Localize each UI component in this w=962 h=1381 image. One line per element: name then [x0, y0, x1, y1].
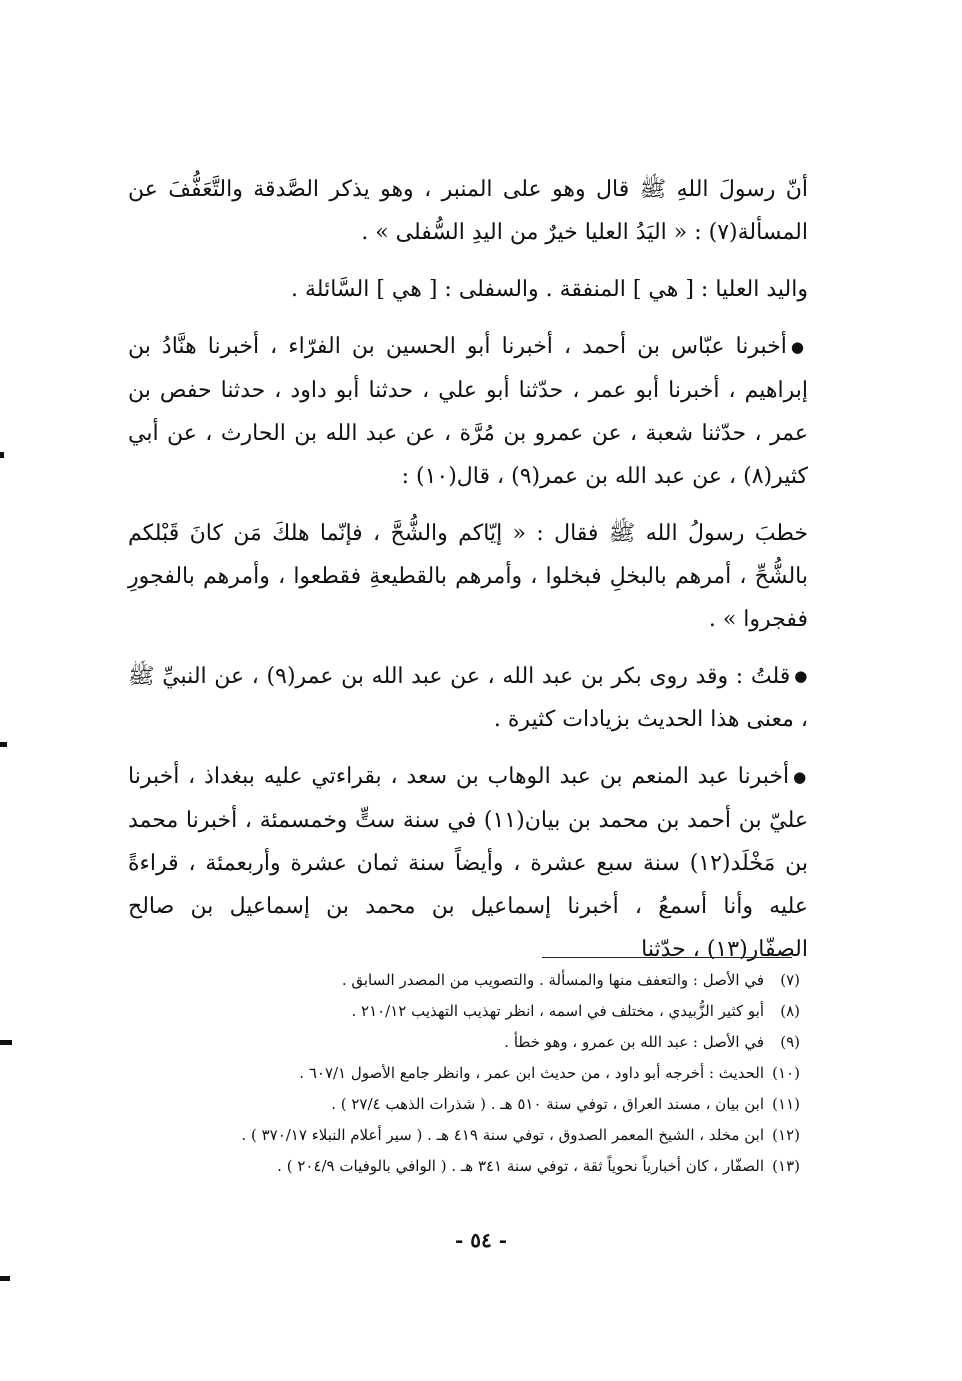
paragraph: خطبَ رسولُ الله ﷺ فقال : « إيّاكم والشُّحَّ ، فإنّما هلكَ مَن كانَ قَبْلكم بالشُّحِّ ، أمرهم بالبخلِ فبخلوا ، وأمرهم بالقطيعةِ فقطعوا ، وأمرهم بالفجورِ ففجروا » .	[128, 520, 808, 632]
paragraph: ● قلتُ : وقد روى بكر بن عبد الله ، عن عبد الله بن عمر(٩) ، عن النبيِّ ﷺ ، معنى هذا الحديث بزيادات كثيرة .	[128, 655, 808, 742]
page-number: - ٥٤ -	[454, 1228, 507, 1252]
paragraph: واليد العليا : [ هي ] المنفقة . والسفلى : [ هي ] السَّائلة .	[291, 277, 808, 302]
footnote	[128, 1089, 800, 1120]
footnote-number: (١٠)	[772, 1064, 800, 1082]
footnote	[128, 996, 800, 1027]
footnote	[128, 1120, 800, 1151]
paragraph: ● أخبرنا عبّاس بن أحمد ، أخبرنا أبو الحسين بن الفرّاء ، أخبرنا هنَّادُ بن إبراهيم ، أخبرنا أبو عمر ، حدّثنا أبو علي ، حدثنا أبو داود ، حدثنا حفص بن عمر ، حدّثنا شعبة ، عن عمرو بن مُرَّة ، عن عبد الله بن الحارث ، عن أبي كثير(٨) ، عن عبد الله بن عمر(٩) ، قال(١٠) :	[128, 325, 808, 498]
footnote-text: ابن مخلد ، الشيخ المعمر الصدوق ، توفي سنة ٤١٩ هـ . ( سير أعلام النبلاء ٣٧٠/١٧ ) .	[241, 1126, 764, 1144]
footnote	[128, 965, 800, 996]
footnote-number: (١٢)	[772, 1126, 800, 1144]
footnote-number: (١٣)	[772, 1157, 800, 1175]
footnote	[128, 1151, 800, 1182]
footnote-number: (٩)	[780, 1033, 800, 1051]
footnote-number: (١١)	[772, 1095, 800, 1113]
main-text	[128, 168, 808, 985]
footnote-divider	[542, 957, 792, 958]
footnote-number: (٧)	[780, 971, 800, 989]
footnote-text: في الأصل : والتعفف منها والمسألة . والتصويب من المصدر السابق .	[341, 971, 764, 989]
scan-edge-mark	[0, 1276, 10, 1281]
footnote-text: أبو كثير الزُّبيدي ، مختلف في اسمه ، انظر تهذيب التهذيب ٢١٠/١٢ .	[351, 1002, 764, 1020]
footnote-text: الحديث : أخرجه أبو داود ، من حديث ابن عمر ، وانظر جامع الأصول ٦٠٧/١ .	[299, 1064, 764, 1082]
scan-edge-mark	[0, 452, 4, 458]
footnote-text: الصفّار ، كان أخبارياً نحوياً ثقة ، توفي سنة ٣٤١ هـ . ( الوافي بالوفيات ٢٠٤/٩ ) .	[277, 1157, 764, 1175]
paragraph: أنّ رسولَ اللهِ ﷺ قال وهو على المنبر ، وهو يذكر الصَّدقة والتَّعَفُّفَ عن المسألة(٧) : « اليَدُ العليا خيرٌ من اليدِ السُّفلى » .	[128, 177, 808, 245]
scan-edge-mark	[0, 742, 7, 747]
footnote	[128, 1027, 800, 1058]
paragraph: ● أخبرنا عبد المنعم بن عبد الوهاب بن سعد ، بقراءتي عليه ببغداذ ، أخبرنا عليّ بن أحمد بن محمد بن بيان(١١) في سنة ستٍّ وخمسمئة ، أخبرنا محمد بن مَخْلَد(١٢) سنة سبع عشرة ، وأيضاً سنة ثمان عشرة وأربعمئة ، قراءةً عليه وأنا أسمعُ ، أخبرنا إسماعيل بن محمد بن إسماعيل بن صالح الصفّار(١٣) ، حدّثنا	[128, 755, 808, 971]
footnote-number: (٨)	[780, 1002, 800, 1020]
footnote-text: في الأصل : عبد الله بن عمرو ، وهو خطأ .	[504, 1033, 764, 1051]
footnotes	[128, 965, 800, 1182]
footnote	[128, 1058, 800, 1089]
footnote-text: ابن بيان ، مسند العراق ، توفي سنة ٥١٠ هـ . ( شذرات الذهب ٢٧/٤ ) .	[331, 1095, 764, 1113]
scan-edge-mark	[0, 1040, 12, 1045]
